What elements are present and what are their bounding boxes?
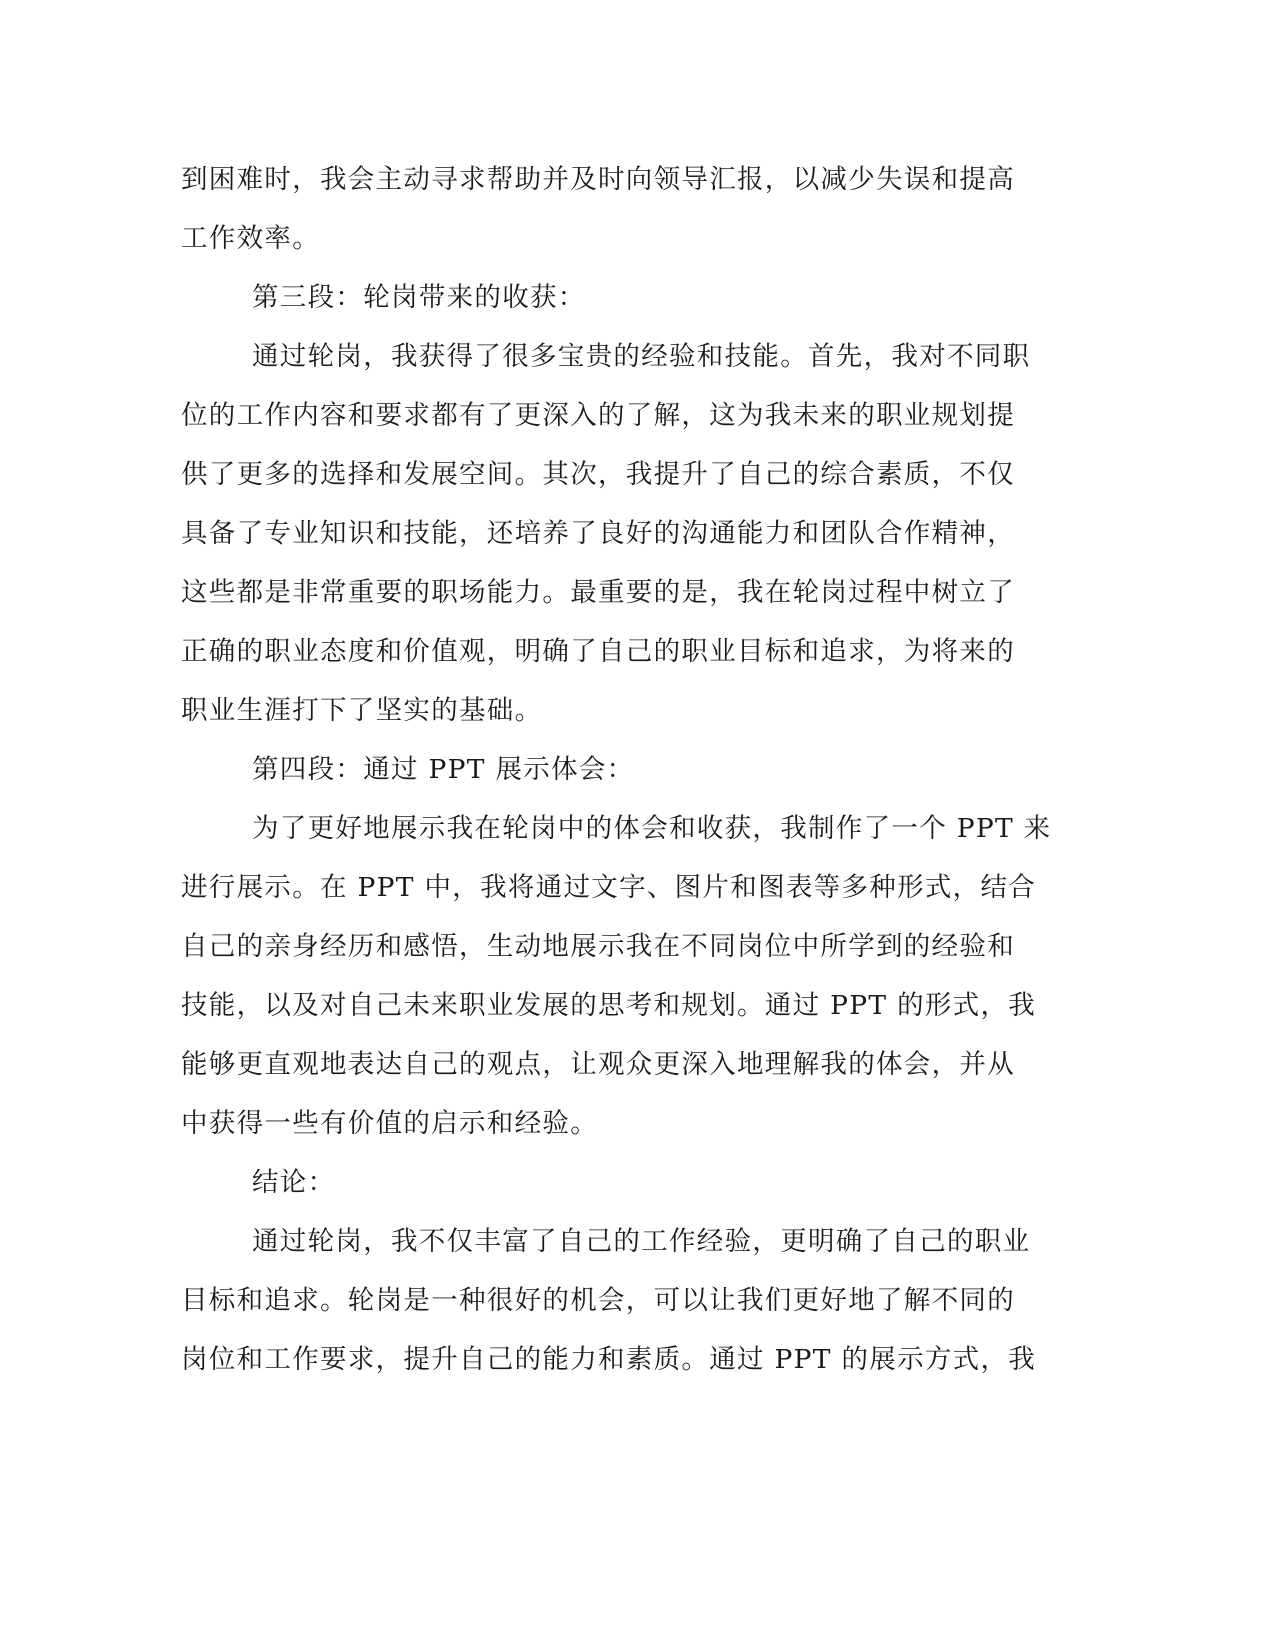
section-heading-3: 第三段：轮岗带来的收获：: [252, 282, 586, 313]
text-line: 供了更多的选择和发展空间。其次，我提升了自己的综合素质，不仅: [181, 459, 1015, 490]
text-line: 目标和追求。轮岗是一种很好的机会，可以让我们更好地了解不同的: [181, 1285, 1015, 1316]
text-line: 中获得一些有价值的启示和经验。: [181, 1108, 598, 1139]
text-line: 进行展示。在 PPT 中，我将通过文字、图片和图表等多种形式，结合: [181, 872, 1037, 903]
text-line: 具备了专业知识和技能，还培养了良好的沟通能力和团队合作精神，: [181, 518, 1015, 549]
text-line: 工作效率。: [181, 223, 320, 254]
text-line: 为了更好地展示我在轮岗中的体会和收获，我制作了一个 PPT 来: [252, 813, 1052, 844]
text-line: 通过轮岗，我不仅丰富了自己的工作经验，更明确了自己的职业: [252, 1226, 1031, 1257]
conclusion-heading: 结论：: [252, 1167, 336, 1198]
text-line: 位的工作内容和要求都有了更深入的了解，这为我未来的职业规划提: [181, 400, 1015, 431]
text-line: 岗位和工作要求，提升自己的能力和素质。通过 PPT 的展示方式，我: [181, 1344, 1037, 1375]
text-line: 正确的职业态度和价值观，明确了自己的职业目标和追求，为将来的: [181, 636, 1015, 667]
text-line: 通过轮岗，我获得了很多宝贵的经验和技能。首先，我对不同职: [252, 341, 1031, 372]
text-line: 这些都是非常重要的职场能力。最重要的是，我在轮岗过程中树立了: [181, 577, 1015, 608]
text-line: 自己的亲身经历和感悟，生动地展示我在不同岗位中所学到的经验和: [181, 931, 1015, 962]
text-line: 到困难时，我会主动寻求帮助并及时向领导汇报，以减少失误和提高: [181, 164, 1015, 195]
text-line: 职业生涯打下了坚实的基础。: [181, 695, 543, 726]
section-heading-4: 第四段：通过 PPT 展示体会：: [252, 754, 635, 785]
text-line: 能够更直观地表达自己的观点，让观众更深入地理解我的体会，并从: [181, 1049, 1015, 1080]
document-body: [181, 150, 1052, 1389]
text-line: 技能，以及对自己未来职业发展的思考和规划。通过 PPT 的形式，我: [181, 990, 1037, 1021]
